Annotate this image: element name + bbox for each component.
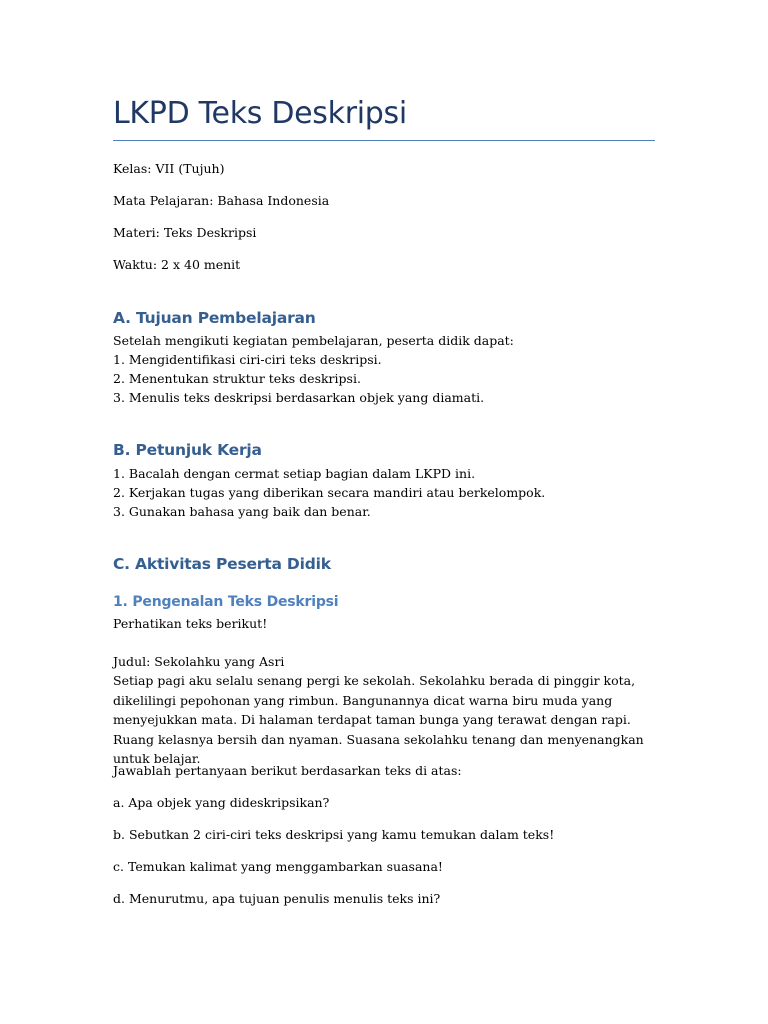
question-item: a. Apa objek yang dideskripsikan?: [113, 795, 330, 810]
section-c-heading: C. Aktivitas Peserta Didik: [113, 555, 331, 573]
section-b-item: 1. Bacalah dengan cermat setiap bagian dalam LKPD ini.: [113, 466, 476, 481]
question-item: c. Temukan kalimat yang menggambarkan suasana!: [113, 859, 443, 874]
section-b-item: 2. Kerjakan tugas yang diberikan secara mandiri atau berkelompok.: [113, 485, 546, 500]
question-intro: Jawablah pertanyaan berikut berdasarkan teks di atas:: [113, 763, 462, 778]
subsection-1-instruction: Perhatikan teks berikut!: [113, 616, 268, 631]
meta-waktu: Waktu: 2 x 40 menit: [113, 257, 241, 272]
question-item: b. Sebutkan 2 ciri-ciri teks deskripsi yang kamu temukan dalam teks!: [113, 827, 555, 842]
section-b-item: 3. Gunakan bahasa yang baik dan benar.: [113, 504, 371, 519]
section-a-intro: Setelah mengikuti kegiatan pembelajaran, peserta didik dapat:: [113, 333, 514, 348]
section-b-heading: B. Petunjuk Kerja: [113, 441, 262, 459]
meta-materi: Materi: Teks Deskripsi: [113, 225, 257, 240]
reading-text-title: Judul: Sekolahku yang Asri: [113, 654, 285, 669]
section-a-heading: A. Tujuan Pembelajaran: [113, 309, 316, 327]
section-a-item: 1. Mengidentifikasi ciri-ciri teks deskripsi.: [113, 352, 382, 367]
meta-kelas: Kelas: VII (Tujuh): [113, 161, 225, 176]
title-underline: [113, 140, 655, 141]
subsection-1-heading: 1. Pengenalan Teks Deskripsi: [113, 594, 339, 610]
section-a-item: 3. Menulis teks deskripsi berdasarkan objek yang diamati.: [113, 390, 485, 405]
question-item: d. Menurutmu, apa tujuan penulis menulis teks ini?: [113, 891, 441, 906]
document-title: LKPD Teks Deskripsi: [113, 96, 407, 131]
meta-mata-pelajaran: Mata Pelajaran: Bahasa Indonesia: [113, 193, 330, 208]
reading-text-body: Setiap pagi aku selalu senang pergi ke sekolah. Sekolahku berada di pinggir kota, dikelilingi pepohonan yang rimbun. Bangunannya dicat warna biru muda yang menyejukkan mata. Di halaman terdapat taman bunga yang terawat dengan rapi. Ruang kelasnya bersih dan nyaman. Suasana sekolahku tenang dan menyenangkan untuk belajar.: [113, 673, 644, 766]
section-a-item: 2. Menentukan struktur teks deskripsi.: [113, 371, 361, 386]
